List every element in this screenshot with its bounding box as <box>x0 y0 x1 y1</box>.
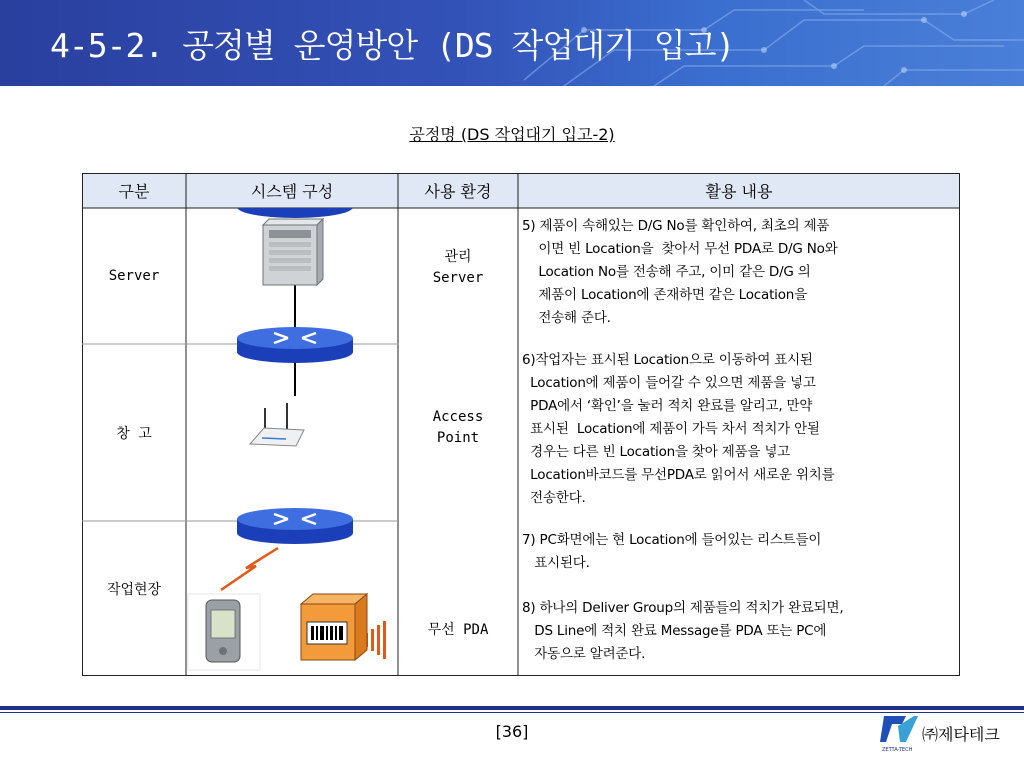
usage-step-7: 7) PC화면에는 현 Location에 들어있는 리스트들이 표시된다. <box>522 532 822 571</box>
usage-step-6: 6)작업자는 표시된 Location으로 이동하여 표시된 Location에 제품이 들어갈 수 있으면 제품을 넣고 PDA에서 ‘확인’을 눌러 적치 완료를 알리고, 만약 표시된 Location에 제품이 가득 차서 적치가 안될 경우는 다른 빈 Location을 찾아 제품을 넣고 Location바코드를 무선PDA로 읽어서 새로운 위치를 전송한다. <box>522 352 835 506</box>
env-server <box>398 247 518 289</box>
page-number: [36] <box>495 722 529 741</box>
title-banner <box>0 0 1024 86</box>
usage-step-5: 5) 제품이 속해있는 D/G No를 확인하여, 최초의 제품 이면 빈 Location을 찾아서 무선 PDA로 D/G No와 Location No를 전송해 주고, 이미 같은 D/G 의 제품이 Location에 존재하면 같은 Location을 전송해 준다. <box>522 218 838 326</box>
env-pda-line1: 무선 PDA <box>427 622 489 638</box>
zetta-tech-logo <box>880 714 920 754</box>
server-icon <box>263 219 323 285</box>
router-icon-2 <box>237 208 353 218</box>
env-ap-line1: Access <box>432 409 484 425</box>
env-access-point <box>398 407 518 449</box>
row-label-warehouse: 창 고 <box>116 425 152 442</box>
process-subtitle: 공정명 (DS 작업대기 입고-2) <box>409 125 615 144</box>
router-icon-lower <box>237 508 353 544</box>
header-system: 시스템 구성 <box>250 182 334 201</box>
router-icon <box>237 327 353 363</box>
env-ap-line2: Point <box>436 430 480 446</box>
env-server-line2: Server <box>432 270 484 286</box>
env-pda <box>398 620 518 641</box>
env-server-line1: 관리 <box>444 249 472 265</box>
barcode-label-box-icon <box>299 592 369 662</box>
wireless-signal-icon <box>221 548 278 590</box>
header-environment: 사용 환경 <box>424 182 492 201</box>
row-label-server: Server <box>108 268 160 284</box>
header-usage: 활용 내용 <box>705 182 773 201</box>
usage-step-8: 8) 하나의 Deliver Group의 제품들의 적치가 완료되면, DS Line에 적치 완료 Message를 PDA 또는 PC에 자동으로 알려준다. <box>522 600 844 662</box>
access-point-icon <box>244 398 306 452</box>
footer-divider <box>0 706 1024 710</box>
pda-icon <box>188 594 260 670</box>
process-table <box>82 173 960 676</box>
logo-text: ZETTA-TECH <box>882 747 913 753</box>
company-name: ㈜제타테크 <box>922 725 1000 744</box>
page-title: 4-5-2. 공정별 운영방안 (DS 작업대기 입고) <box>50 26 735 65</box>
header-category: 구분 <box>118 182 150 201</box>
footer-divider-thin <box>0 712 1024 713</box>
row-label-worksite: 작업현장 <box>106 581 162 598</box>
